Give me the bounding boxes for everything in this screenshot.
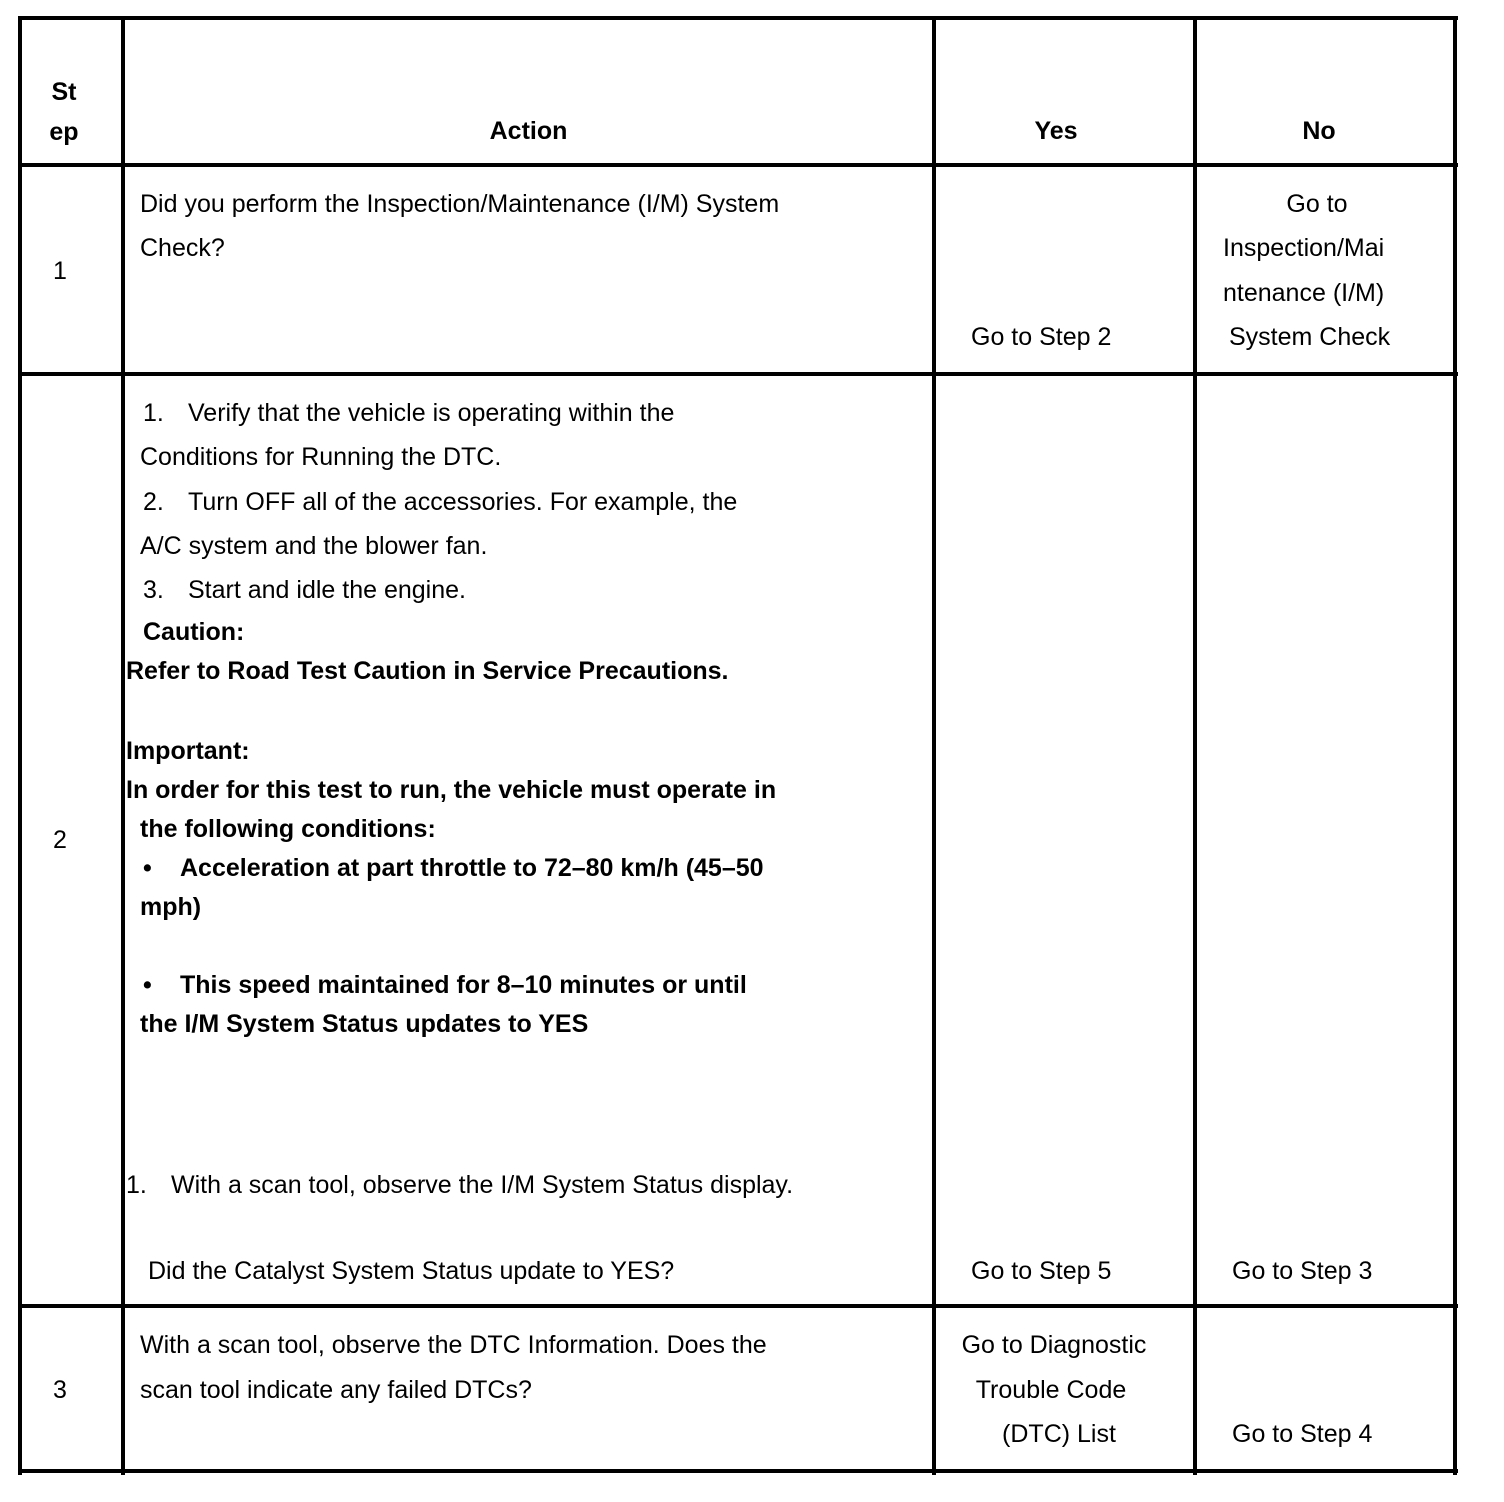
column-divider bbox=[932, 16, 936, 1475]
yes-result: (DTC) List bbox=[1002, 1420, 1116, 1448]
question-text: Did the Catalyst System Status update to YES? bbox=[148, 1257, 675, 1285]
caution-label: Caution: bbox=[143, 618, 245, 646]
row-divider bbox=[18, 372, 1458, 376]
step-number: 1 bbox=[53, 257, 67, 285]
no-result: Inspection/Mai bbox=[1223, 234, 1385, 262]
header-action: Action bbox=[489, 117, 568, 145]
bullet-text: mph) bbox=[140, 893, 202, 921]
bullet-text: the I/M System Status updates to YES bbox=[140, 1010, 589, 1038]
list-item-number: 1. bbox=[126, 1171, 147, 1199]
no-result: Go to Step 3 bbox=[1232, 1257, 1373, 1285]
header-step: St ep bbox=[49, 78, 79, 146]
list-item-text: With a scan tool, observe the I/M System Status display. bbox=[171, 1171, 794, 1199]
important-text: In order for this test to run, the vehicle must operate in bbox=[126, 776, 777, 804]
no-result: ntenance (I/M) bbox=[1223, 279, 1385, 307]
list-item-number: 3. bbox=[143, 576, 164, 604]
service-precautions-link[interactable]: Service Precautions. bbox=[482, 657, 729, 685]
yes-result: Go to Diagnostic bbox=[961, 1331, 1147, 1359]
caution-text bbox=[126, 655, 728, 687]
bullet-icon: • bbox=[143, 971, 152, 999]
action-text: Did you perform the Inspection/Maintenance (I/M) System bbox=[140, 190, 780, 218]
header-no: No bbox=[1302, 117, 1336, 145]
bullet-text: Acceleration at part throttle to 72–80 km/h (45–50 bbox=[180, 854, 764, 882]
column-divider bbox=[1193, 16, 1197, 1475]
list-item-text: Start and idle the engine. bbox=[188, 576, 466, 604]
action-text: With a scan tool, observe the DTC Information. Does the bbox=[140, 1331, 767, 1359]
yes-result: Go to Step 5 bbox=[971, 1257, 1112, 1285]
table-border-right bbox=[1453, 16, 1457, 1475]
table-border-top bbox=[18, 16, 1458, 20]
column-divider bbox=[121, 16, 125, 1475]
list-item-text: Turn OFF all of the accessories. For example, the bbox=[188, 488, 738, 516]
list-item-number: 2. bbox=[143, 488, 164, 516]
header-divider bbox=[18, 163, 1458, 167]
no-result: Go to bbox=[1286, 190, 1348, 218]
table-border-left bbox=[18, 16, 22, 1475]
important-text: the following conditions: bbox=[140, 815, 436, 843]
caution-text-body: Refer to Road Test Caution in bbox=[126, 657, 476, 685]
yes-result: Trouble Code bbox=[975, 1376, 1127, 1404]
yes-result: Go to Step 2 bbox=[971, 323, 1112, 351]
step-number: 2 bbox=[53, 826, 67, 854]
bullet-text: This speed maintained for 8–10 minutes or until bbox=[180, 971, 747, 999]
step-number: 3 bbox=[53, 1376, 67, 1404]
action-text: scan tool indicate any failed DTCs? bbox=[140, 1376, 532, 1404]
bullet-icon: • bbox=[143, 854, 152, 882]
important-label: Important: bbox=[126, 737, 250, 765]
no-result: Go to Step 4 bbox=[1232, 1420, 1373, 1448]
row-divider bbox=[18, 1304, 1458, 1308]
list-item-text: Verify that the vehicle is operating within the bbox=[188, 399, 675, 427]
header-yes: Yes bbox=[1034, 117, 1078, 145]
no-result: System Check bbox=[1229, 323, 1391, 351]
list-item-text: A/C system and the blower fan. bbox=[140, 532, 488, 560]
list-item-number: 1. bbox=[143, 399, 164, 427]
action-text: Check? bbox=[140, 234, 225, 262]
table-border-bottom bbox=[18, 1469, 1458, 1473]
list-item-text: Conditions for Running the DTC. bbox=[140, 443, 502, 471]
